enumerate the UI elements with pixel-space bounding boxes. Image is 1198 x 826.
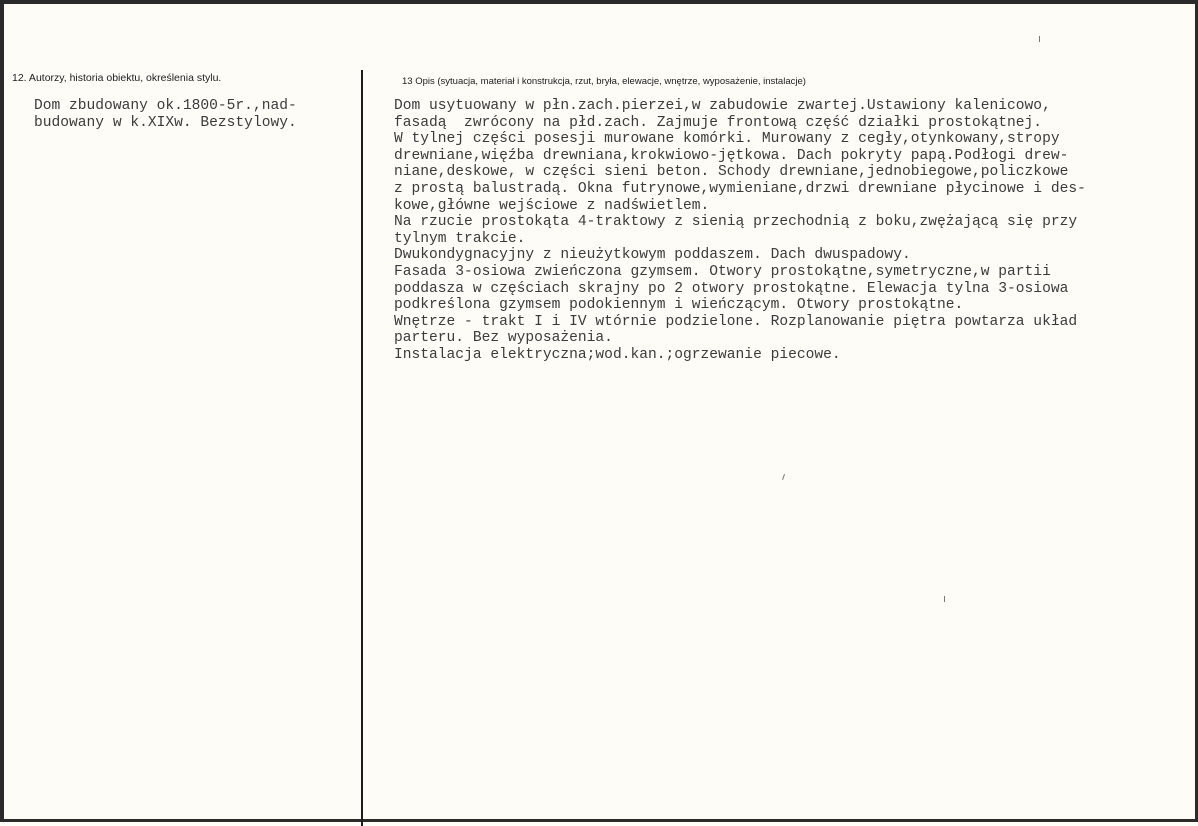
text-line: Dwukondygnacyjny z nieużytkowym poddaszem. Dach dwuspadowy. (394, 247, 911, 264)
text-line: tylnym trakcie. (394, 230, 526, 247)
column-divider (361, 70, 363, 826)
text-line: Na rzucie prostokąta 4-traktowy z sienią przechodnią z boku,zwężającą się przy (394, 214, 1078, 231)
paper-speck (782, 474, 785, 480)
text-line: Instalacja elektryczna;wod.kan.;ogrzewanie piecowe. (394, 346, 841, 363)
text-line: budowany w k.XIXw. Bezstylowy. (34, 114, 297, 131)
section-13-text (394, 98, 1086, 364)
text-line: fasadą zwrócony na płd.zach. Zajmuje frontową część działki prostokątnej. (394, 114, 1043, 131)
paper-speck (1039, 36, 1040, 42)
text-line: Fasada 3-osiowa zwieńczona gzymsem. Otwory prostokątne,symetryczne,w partii (394, 263, 1051, 280)
text-line: kowe,główne wejściowe z nadświetlem. (394, 197, 710, 214)
text-line: drewniane,więźba drewniana,krokwiowo-jętkowa. Dach pokryty papą.Podłogi drew- (394, 147, 1069, 164)
text-line: W tylnej części posesji murowane komórki. Murowany z cegły,otynkowany,stropy (394, 131, 1060, 148)
text-line: Dom usytuowany w płn.zach.pierzei,w zabudowie zwartej.Ustawiony kalenicowo, (394, 98, 1051, 114)
section-12-heading: 12. Autorzy, historia obiektu, określenia stylu. (12, 72, 222, 84)
text-line: podkreślona gzymsem podokiennym i wieńczącym. Otwory prostokątne. (394, 297, 964, 314)
text-line: z prostą balustradą. Okna futrynowe,wymieniane,drzwi drewniane płycinowe i des- (394, 180, 1086, 197)
text-line: poddasza w częściach skrajny po 2 otwory prostokątne. Elewacja tylna 3-osiowa (394, 280, 1069, 297)
text-line: niane,deskowe, w części sieni beton. Schody drewniane,jednobiegowe,policzkowe (394, 164, 1069, 181)
text-line: parteru. Bez wyposażenia. (394, 330, 613, 347)
paper-speck (944, 596, 945, 602)
text-line: Wnętrze - trakt I i IV wtórnie podzielone. Rozplanowanie piętra powtarza układ (394, 313, 1078, 330)
text-line: Dom zbudowany ok.1800-5r.,nad- (34, 98, 297, 114)
section-12-text (34, 98, 297, 131)
section-13-heading: 13 Opis (sytuacja, materiał i konstrukcja, rzut, bryła, elewacje, wnętrze, wyposażenie, instalacje) (402, 76, 806, 87)
